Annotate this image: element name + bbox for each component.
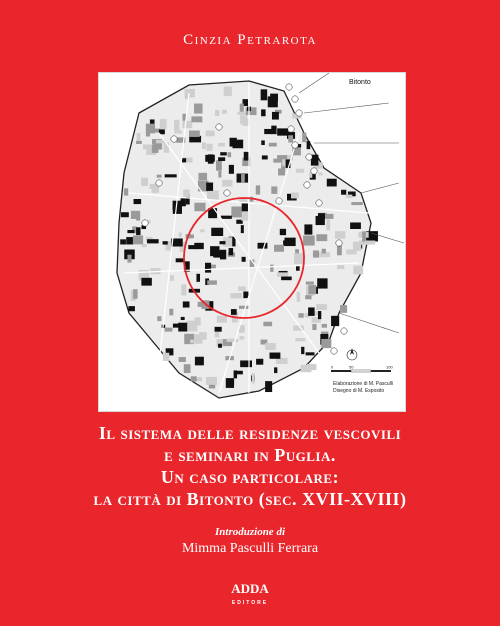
- building-block: [353, 266, 363, 275]
- building-block: [241, 225, 244, 233]
- introduction-label: Introduzione di: [215, 526, 285, 538]
- publisher-logo-text: ADDA: [231, 581, 269, 596]
- building-block: [351, 202, 362, 205]
- building-block: [305, 295, 311, 299]
- building-block: [302, 133, 306, 143]
- building-block: [318, 213, 325, 219]
- building-block: [322, 249, 326, 254]
- building-block: [220, 250, 226, 260]
- building-block: [127, 255, 131, 263]
- building-block: [210, 246, 219, 256]
- building-block: [318, 172, 322, 175]
- building-block: [308, 307, 314, 315]
- map-marker: [331, 348, 337, 354]
- building-block: [196, 274, 200, 282]
- building-block: [318, 311, 321, 319]
- building-block: [165, 174, 177, 177]
- building-block: [244, 152, 249, 161]
- publisher-logo-icon: [231, 582, 269, 610]
- building-block: [227, 339, 239, 342]
- credit-line-1: Elaborazione di M. Pasculli: [333, 381, 394, 387]
- scale-bar: [331, 365, 393, 373]
- building-block: [262, 155, 268, 159]
- building-block: [240, 360, 252, 367]
- map-marker: [171, 136, 177, 142]
- building-block: [312, 324, 316, 330]
- building-block: [218, 157, 225, 161]
- building-block: [238, 286, 246, 290]
- building-block: [239, 336, 244, 340]
- building-block: [207, 280, 217, 284]
- building-block: [270, 94, 278, 102]
- map-marker: [286, 84, 292, 90]
- building-block: [277, 272, 288, 276]
- building-block: [190, 340, 199, 344]
- building-block: [174, 120, 179, 131]
- map-marker: [276, 198, 282, 204]
- building-block: [271, 126, 276, 135]
- scale-label-100: 100: [386, 364, 393, 370]
- building-block: [206, 130, 215, 136]
- map-marker: [292, 142, 298, 148]
- building-block: [216, 160, 222, 170]
- building-block: [143, 144, 153, 149]
- map-marker: [306, 154, 312, 160]
- building-block: [220, 241, 226, 244]
- building-block: [316, 234, 327, 241]
- building-block: [218, 143, 225, 147]
- building-block: [198, 173, 207, 180]
- building-block: [152, 145, 159, 153]
- building-block: [134, 199, 142, 204]
- building-block: [350, 222, 361, 229]
- building-block: [317, 278, 327, 288]
- map-credits: [333, 381, 393, 395]
- building-block: [295, 338, 305, 341]
- building-block: [261, 109, 265, 116]
- building-block: [160, 119, 167, 129]
- building-block: [182, 158, 186, 162]
- building-block: [304, 224, 312, 234]
- building-block: [277, 128, 288, 135]
- building-block: [146, 124, 155, 134]
- building-block: [362, 231, 366, 241]
- building-block: [215, 110, 219, 116]
- building-block: [256, 185, 260, 194]
- map-city-label: Bitonto: [349, 79, 371, 86]
- building-block: [147, 239, 159, 243]
- building-block: [169, 309, 173, 316]
- building-block: [163, 241, 168, 244]
- publisher-sub-text: EDITORE: [231, 600, 269, 606]
- building-block: [308, 285, 316, 294]
- building-block: [280, 229, 286, 235]
- building-block: [211, 228, 223, 236]
- building-block: [258, 243, 268, 249]
- building-block: [325, 214, 334, 219]
- building-block: [238, 112, 245, 115]
- map-marker: [336, 240, 342, 246]
- building-block: [307, 141, 311, 149]
- building-block: [306, 281, 314, 284]
- building-block: [206, 377, 217, 385]
- building-block: [232, 140, 243, 149]
- building-block: [137, 133, 141, 141]
- building-block: [297, 292, 301, 302]
- map-marker: [156, 180, 162, 186]
- scale-label-50: 50: [349, 364, 354, 370]
- building-block: [283, 240, 294, 245]
- building-block: [242, 257, 246, 262]
- building-block: [226, 378, 234, 388]
- map-marker: [292, 96, 298, 102]
- building-block: [157, 175, 162, 178]
- north-arrow-icon: [347, 348, 357, 360]
- building-block: [281, 277, 292, 281]
- building-block: [265, 381, 272, 392]
- building-block: [183, 301, 190, 307]
- map-marker: [216, 124, 222, 130]
- credit-line-2: Disegno di M. Esposito: [333, 388, 385, 394]
- building-block: [278, 168, 285, 175]
- building-block: [218, 171, 221, 178]
- building-block: [183, 190, 190, 198]
- building-block: [195, 317, 201, 325]
- building-block: [230, 293, 242, 298]
- building-block: [301, 347, 304, 354]
- building-block: [222, 110, 227, 114]
- building-block: [120, 239, 126, 244]
- city-map: [98, 72, 406, 412]
- building-block: [296, 169, 304, 173]
- building-block: [202, 142, 206, 149]
- building-block: [136, 213, 140, 221]
- building-block: [124, 188, 128, 195]
- book-title: [0, 422, 500, 510]
- building-block: [313, 250, 319, 257]
- building-block: [181, 317, 185, 320]
- building-block: [231, 309, 237, 315]
- building-block: [207, 191, 219, 201]
- building-block: [176, 258, 184, 262]
- title-line-2: e seminari in Puglia.: [164, 445, 336, 465]
- building-block: [182, 121, 192, 128]
- building-block: [194, 243, 203, 249]
- building-block: [205, 263, 211, 273]
- map-marker: [341, 328, 347, 334]
- building-block: [181, 284, 186, 295]
- building-block: [240, 104, 244, 112]
- building-block: [191, 376, 197, 381]
- building-block: [231, 207, 241, 218]
- scale-label-0: 0: [331, 364, 334, 370]
- building-block: [126, 237, 133, 244]
- building-block: [205, 155, 215, 162]
- building-block: [335, 231, 345, 239]
- building-block: [239, 306, 249, 309]
- map-marker: [296, 110, 302, 116]
- building-block: [326, 219, 330, 230]
- building-block: [298, 313, 303, 317]
- building-block: [194, 203, 205, 212]
- building-block: [228, 152, 232, 157]
- building-block: [128, 306, 135, 311]
- building-block: [252, 373, 255, 383]
- building-block: [331, 316, 339, 326]
- building-block: [133, 289, 137, 299]
- building-block: [337, 265, 344, 269]
- building-block: [243, 292, 248, 299]
- building-block: [127, 230, 134, 233]
- building-block: [206, 183, 213, 191]
- building-block: [221, 216, 232, 219]
- introduction-author: Mimma Pasculli Ferrara: [181, 541, 319, 556]
- building-block: [327, 179, 337, 187]
- building-block: [265, 343, 276, 350]
- building-block: [200, 229, 204, 232]
- building-block: [189, 130, 200, 136]
- publisher-logo: [0, 582, 500, 610]
- building-block: [179, 357, 186, 362]
- title-line-3: Un caso particolare:: [160, 467, 340, 487]
- building-block: [195, 357, 204, 366]
- building-block: [222, 180, 232, 187]
- building-block: [291, 193, 299, 199]
- building-block: [141, 278, 151, 286]
- building-block: [157, 316, 161, 321]
- building-block: [256, 359, 263, 365]
- map-marker: [288, 126, 294, 132]
- building-block: [184, 364, 191, 373]
- building-block: [288, 135, 293, 142]
- building-block: [340, 305, 347, 313]
- building-block: [269, 143, 277, 147]
- building-block: [241, 210, 248, 221]
- map-marker: [224, 190, 230, 196]
- building-block: [224, 87, 232, 97]
- building-block: [191, 116, 202, 122]
- building-block: [136, 141, 142, 144]
- building-block: [142, 244, 147, 247]
- title-line-4: la città di Bitonto (sec. XVII-XVIII): [93, 489, 407, 509]
- building-block: [217, 316, 227, 323]
- building-block: [294, 253, 304, 264]
- building-block: [133, 235, 143, 244]
- building-block: [316, 304, 327, 310]
- building-block: [296, 266, 300, 271]
- building-block: [179, 232, 182, 236]
- building-block: [272, 112, 279, 120]
- building-block: [263, 322, 272, 327]
- building-block: [261, 140, 265, 145]
- building-block: [241, 174, 245, 182]
- building-block: [341, 190, 346, 195]
- building-block: [229, 165, 234, 174]
- building-block: [306, 352, 315, 355]
- building-block: [234, 370, 237, 378]
- building-block: [165, 328, 173, 332]
- building-block: [220, 152, 227, 155]
- building-block: [346, 195, 352, 198]
- building-block: [174, 130, 182, 133]
- building-block: [163, 353, 169, 361]
- building-block: [207, 144, 213, 151]
- building-block: [321, 339, 331, 348]
- building-block: [184, 89, 195, 97]
- building-block: [121, 212, 129, 217]
- building-block: [270, 353, 281, 359]
- building-block: [170, 275, 174, 280]
- building-block: [141, 178, 148, 186]
- building-block: [274, 245, 284, 252]
- building-block: [218, 344, 222, 348]
- map-marker: [304, 182, 310, 188]
- building-block: [229, 248, 234, 255]
- author-name: Cinzia Petrarota: [183, 32, 317, 48]
- building-block: [301, 365, 312, 372]
- building-block: [264, 129, 271, 134]
- building-block: [303, 236, 315, 246]
- building-block: [270, 265, 273, 272]
- building-block: [274, 367, 277, 373]
- building-block: [215, 327, 222, 332]
- map-marker: [316, 200, 322, 206]
- building-block: [194, 104, 202, 114]
- building-block: [136, 227, 140, 235]
- map-marker: [311, 168, 317, 174]
- building-block: [271, 186, 277, 193]
- building-block: [322, 324, 327, 328]
- building-block: [365, 241, 375, 245]
- building-block: [199, 332, 206, 340]
- building-block: [173, 324, 181, 328]
- map-marker: [142, 220, 148, 226]
- building-block: [261, 89, 268, 100]
- title-line-1: Il sistema delle residenze vescovili: [98, 423, 402, 443]
- map-drawing: [99, 73, 405, 411]
- building-block: [242, 203, 248, 211]
- building-block: [276, 358, 288, 364]
